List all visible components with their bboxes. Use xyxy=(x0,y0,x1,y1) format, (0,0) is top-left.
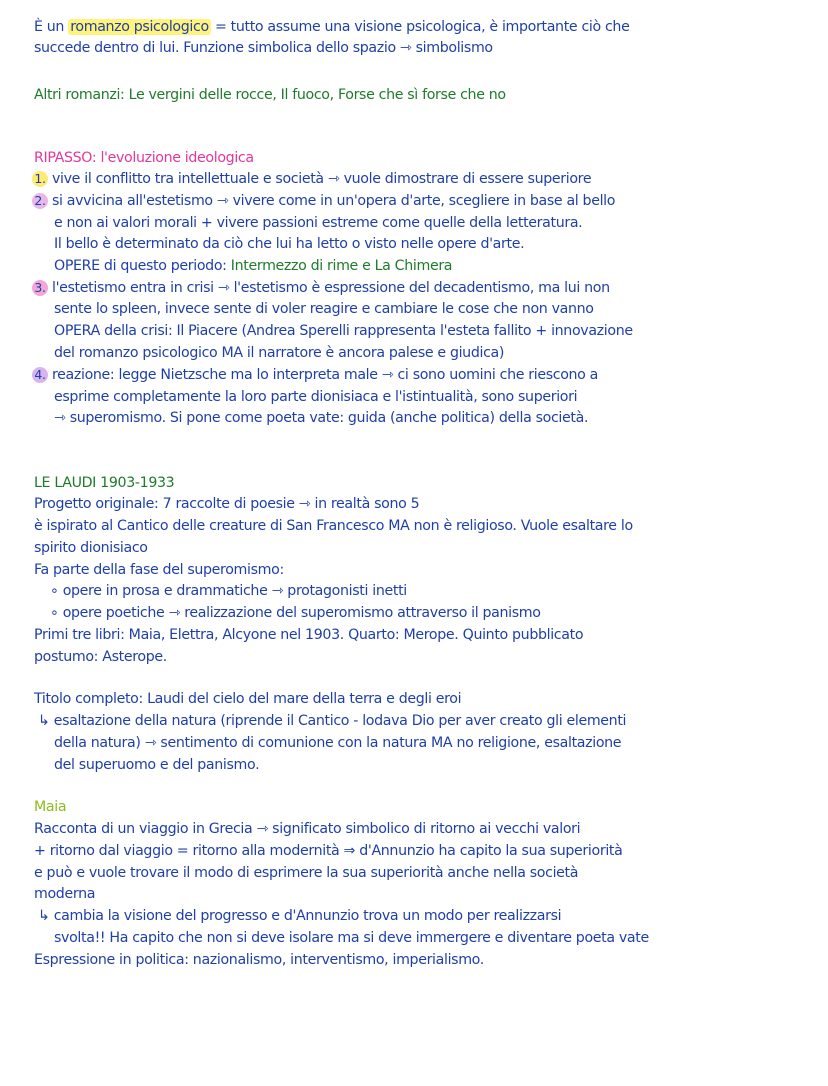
laudi-title: LE LAUDI 1903-1933 xyxy=(34,475,175,491)
opere-label: OPERE di questo periodo: xyxy=(54,258,231,274)
laudi-titolo-line-2: ↳ esaltazione della natura (riprende il Cantico - lodava Dio per aver creato gli elementi xyxy=(38,713,627,729)
laudi-bullet-2: ∘ opere poetiche ⇾ realizzazione del superomismo attraverso il panismo xyxy=(50,605,541,621)
laudi-line-5: Primi tre libri: Maia, Elettra, Alcyone nel 1903. Quarto: Merope. Quinto pubblicato xyxy=(34,627,584,643)
opere-titles: Intermezzo di rime e La Chimera xyxy=(230,258,453,274)
laudi-line-1: Progetto originale: 7 raccolte di poesie ⇾ in realtà sono 5 xyxy=(34,496,420,512)
number-badge-3: 3. xyxy=(32,280,48,296)
ripasso-item-2-line-2: e non ai valori morali + vivere passioni estreme come quelle della letteratura. xyxy=(54,215,583,231)
ripasso-item-3-line-2: sente lo spleen, invece sente di voler reagire e cambiare le cose che non vanno xyxy=(54,301,594,317)
laudi-titolo-line-4: del superuomo e del panismo. xyxy=(54,757,260,773)
maia-line-5: ↳ cambia la visione del progresso e d'Annunzio trova un modo per realizzarsi xyxy=(38,908,562,924)
ripasso-item-2-text: si avvicina all'estetismo ⇾ vivere come in un'opera d'arte, scegliere in base al bello xyxy=(52,193,616,209)
number-badge-4: 4. xyxy=(32,367,48,383)
other-novels-list: Le vergini delle rocce, Il fuoco, Forse che sì forse che no xyxy=(128,87,506,103)
maia-line-7: Espressione in politica: nazionalismo, interventismo, imperialismo. xyxy=(34,952,484,968)
ripasso-item-2 xyxy=(32,192,615,211)
number-badge-2: 2. xyxy=(32,193,48,209)
ripasso-item-2-line-3: Il bello è determinato da ciò che lui ha letto o visto nelle opere d'arte. xyxy=(54,236,525,252)
laudi-titolo-line-3: della natura) ⇾ sentimento di comunione con la natura MA no religione, esaltazione xyxy=(54,735,622,751)
laudi-line-6: postumo: Asterope. xyxy=(34,649,167,665)
laudi-line-2: è ispirato al Cantico delle creature di San Francesco MA non è religioso. Vuole esaltare lo xyxy=(34,518,633,534)
maia-line-2: + ritorno dal viaggio = ritorno alla modernità ⇒ d'Annunzio ha capito la sua superiorità xyxy=(34,843,623,859)
number-badge-1: 1. xyxy=(32,171,48,187)
laudi-line-3: spirito dionisiaco xyxy=(34,540,148,556)
ripasso-item-2-line-4 xyxy=(54,257,452,276)
ripasso-item-4 xyxy=(32,366,598,385)
ripasso-item-1 xyxy=(32,170,591,189)
intro-line-2: succede dentro di lui. Funzione simbolica dello spazio ⇾ simbolismo xyxy=(34,40,493,56)
ripasso-item-3-line-3: OPERA della crisi: Il Piacere (Andrea Sperelli rappresenta l'esteta fallito + innovazione xyxy=(54,323,633,339)
intro-text-cont: = tutto assume una visione psicologica, è importante ciò che xyxy=(210,19,630,35)
ripasso-item-4-line-2: esprime completamente la loro parte dionisiaca e l'istintualità, sono superiori xyxy=(54,389,578,405)
highlight-romanzo-psicologico: romanzo psicologico xyxy=(70,19,209,35)
ripasso-item-4-text: reazione: legge Nietzsche ma lo interpreta male ⇾ ci sono uomini che riescono a xyxy=(52,367,599,383)
maia-line-4: moderna xyxy=(34,886,96,902)
ripasso-item-4-line-3: ⇾ superomismo. Si pone come poeta vate: guida (anche politica) della società. xyxy=(54,410,589,426)
ripasso-item-3-text: l'estetismo entra in crisi ⇾ l'estetismo è espressione del decadentismo, ma lui non xyxy=(52,280,610,296)
other-novels-label: Altri romanzi: xyxy=(34,87,129,103)
intro-text: È un xyxy=(34,19,69,35)
maia-line-6: svolta!! Ha capito che non si deve isolare ma si deve immergere e diventare poeta vate xyxy=(54,930,649,946)
laudi-line-4: Fa parte della fase del superomismo: xyxy=(34,562,284,578)
ripasso-title: RIPASSO: l'evoluzione ideologica xyxy=(34,150,254,166)
intro-line-1 xyxy=(34,18,629,37)
laudi-titolo-line-1: Titolo completo: Laudi del cielo del mare della terra e degli eroi xyxy=(34,691,462,707)
maia-line-1: Racconta di un viaggio in Grecia ⇾ significato simbolico di ritorno ai vecchi valori xyxy=(34,821,581,837)
ripasso-item-3 xyxy=(32,279,610,298)
ripasso-item-3-line-4: del romanzo psicologico MA il narratore è ancora palese e giudica) xyxy=(54,345,505,361)
maia-line-3: e può e vuole trovare il modo di esprimere la sua superiorità anche nella società xyxy=(34,865,579,881)
ripasso-item-1-text: vive il conflitto tra intellettuale e società ⇾ vuole dimostrare di essere superiore xyxy=(52,171,592,187)
maia-title: Maia xyxy=(34,799,67,815)
other-novels-line xyxy=(34,86,506,105)
laudi-bullet-1: ∘ opere in prosa e drammatiche ⇾ protagonisti inetti xyxy=(50,583,407,599)
